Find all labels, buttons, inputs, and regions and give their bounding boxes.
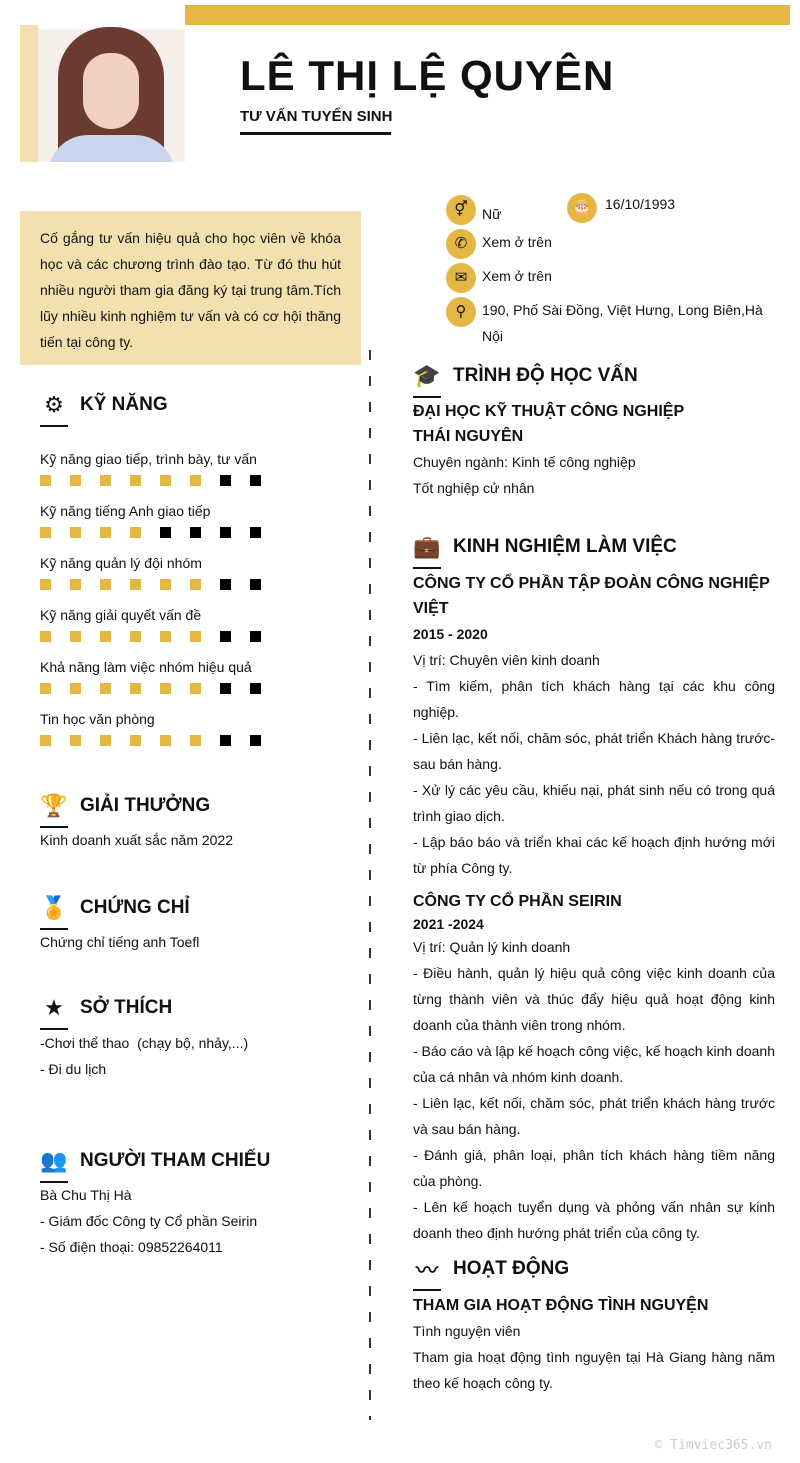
job-period: 2015 - 2020: [413, 626, 488, 642]
job-detail-line: - Đánh giá, phân loại, phân tích khách hàng tiềm năng của phòng.: [413, 1147, 775, 1189]
location-icon: ⚲: [446, 297, 476, 327]
rating-square: [250, 735, 261, 746]
rating-square: [130, 631, 141, 642]
reference-line: - Số điện thoại: 09852264011: [40, 1239, 223, 1255]
education-heading: TRÌNH ĐỘ HỌC VẤN: [453, 365, 638, 386]
job-detail-line: - Điều hành, quản lý hiệu quả công việc kinh doanh của từng thành viên và thúc đẩy hiệu quả hoạt động kinh doanh của thành viên trong nhóm.: [413, 965, 775, 1033]
hobbies-heading: SỞ THÍCH: [80, 997, 173, 1018]
skill-item: [40, 503, 261, 538]
rating-square: [220, 631, 231, 642]
activity-title: THAM GIA HOẠT ĐỘNG TÌNH NGUYỆN: [413, 1297, 709, 1314]
activity-line: Tham gia hoạt động tình nguyện tại Hà Giang hàng năm theo kế hoạch công ty.: [413, 1349, 775, 1391]
award-item: Kinh doanh xuất sắc năm 2022: [40, 832, 234, 848]
gear-icon: ⚙: [40, 391, 68, 419]
skill-label: Khả năng làm việc nhóm hiệu quả: [40, 659, 252, 675]
phone: Xem ở trên: [482, 234, 552, 250]
email-icon: ✉: [446, 263, 476, 293]
rating-square: [160, 735, 171, 746]
rating-square: [70, 735, 81, 746]
certs-heading: CHỨNG CHỈ: [80, 897, 190, 918]
rating-square: [40, 579, 51, 590]
rating-square: [40, 527, 51, 538]
rating-square: [220, 735, 231, 746]
rating-square: [190, 475, 201, 486]
job-detail-line: Vị trí: Quản lý kinh doanh: [413, 939, 571, 955]
skill-label: Kỹ năng giải quyết vấn đề: [40, 607, 202, 623]
title-underline: [240, 132, 391, 135]
rating-square: [160, 631, 171, 642]
rating-square: [160, 475, 171, 486]
rating-square: [250, 527, 261, 538]
job-detail-line: - Liên lạc, kết nối, chăm sóc, phát triển khách hàng trước và sau bán hàng.: [413, 1095, 775, 1137]
skill-item: [40, 659, 261, 694]
activities-heading: HOẠT ĐỘNG: [453, 1258, 570, 1279]
gender-icon: ⚥: [446, 195, 476, 225]
rating-square: [100, 683, 111, 694]
job-detail-line: - Lập báo báo và triển khai các kế hoạch định hướng mới từ phía Công ty.: [413, 834, 775, 876]
rating-square: [220, 475, 231, 486]
cert-item: Chứng chỉ tiếng anh Toefl: [40, 934, 200, 950]
hobby-item: -Chơi thể thao (chạy bộ, nhảy,...): [40, 1035, 249, 1051]
column-divider: [369, 350, 371, 1420]
skills-heading: KỸ NĂNG: [80, 394, 168, 415]
rating-square: [100, 527, 111, 538]
skill-label: Kỹ năng giao tiếp, trình bày, tư vấn: [40, 451, 257, 467]
skill-rating: [40, 735, 261, 746]
rating-square: [40, 475, 51, 486]
skill-item: [40, 711, 261, 746]
phone-icon: ✆: [446, 229, 476, 259]
reference-line: Bà Chu Thị Hà: [40, 1187, 132, 1203]
reference-line: - Giám đốc Công ty Cổ phần Seirin: [40, 1213, 258, 1229]
rating-square: [40, 735, 51, 746]
rating-square: [70, 683, 81, 694]
rating-square: [130, 683, 141, 694]
skill-rating: [40, 631, 261, 642]
activity-pulse-icon: 〰: [413, 1255, 441, 1283]
rating-square: [160, 683, 171, 694]
job-period: 2021 -2024: [413, 916, 484, 932]
rating-square: [250, 579, 261, 590]
skill-rating: [40, 475, 261, 486]
star-icon: ★: [40, 994, 68, 1022]
rating-square: [250, 475, 261, 486]
rating-square: [190, 579, 201, 590]
company-name: CÔNG TY CỔ PHẦN SEIRIN: [413, 893, 622, 910]
rating-square: [190, 735, 201, 746]
skill-label: Kỹ năng quản lý đội nhóm: [40, 555, 202, 571]
job-detail-line: - Liên lạc, kết nối, chăm sóc, phát triển Khách hàng trước-sau bán hàng.: [413, 730, 775, 772]
rating-square: [190, 527, 201, 538]
rating-square: [220, 683, 231, 694]
references-heading: NGƯỜI THAM CHIẾU: [80, 1150, 271, 1171]
experience-heading: KINH NGHIỆM LÀM VIỆC: [453, 536, 677, 557]
rating-square: [70, 527, 81, 538]
education-line: Chuyên ngành: Kinh tế công nghiệp: [413, 454, 636, 470]
rating-square: [130, 527, 141, 538]
activity-line: Tình nguyện viên: [413, 1323, 521, 1339]
rating-square: [40, 683, 51, 694]
skill-rating: [40, 683, 261, 694]
school-name: ĐẠI HỌC KỸ THUẬT CÔNG NGHIỆP THÁI NGUYÊN: [413, 403, 684, 445]
birthday: 16/10/1993: [605, 196, 676, 212]
rating-square: [130, 579, 141, 590]
avatar: [38, 15, 185, 162]
rating-square: [160, 579, 171, 590]
email: Xem ở trên: [482, 268, 552, 284]
job-detail-line: - Tìm kiếm, phân tích khách hàng tại các khu công nghiệp.: [413, 678, 775, 720]
rating-square: [100, 579, 111, 590]
skill-rating: [40, 527, 261, 538]
rating-square: [220, 527, 231, 538]
career-objective: Cố gắng tư vấn hiệu quả cho học viên về khóa học và các chương trình đào tạo. Từ đó thu hút nhiều người tham gia đăng ký tại trung tâm.Tích lũy nhiều kinh nghiệm tư vấn và có cơ hội thăng tiến tại công ty.: [20, 211, 361, 365]
header-bar: [185, 5, 790, 25]
hobby-item: - Đi du lịch: [40, 1061, 107, 1077]
rating-square: [160, 527, 171, 538]
rating-square: [220, 579, 231, 590]
gender: Nữ: [482, 206, 502, 222]
briefcase-icon: 💼: [413, 534, 441, 559]
rating-square: [250, 631, 261, 642]
skill-item: [40, 451, 261, 486]
graduation-cap-icon: 🎓: [413, 363, 441, 388]
certificate-icon: 🏅: [40, 895, 68, 920]
trophy-icon: 🏆: [40, 793, 68, 818]
job-title: TƯ VẤN TUYỂN SINH: [240, 108, 393, 125]
candidate-name: LÊ THỊ LỆ QUYÊN: [240, 52, 615, 99]
job-detail-line: - Báo cáo và lập kế hoạch công việc, kế hoạch kinh doanh của cá nhân và nhóm kinh doanh.: [413, 1043, 775, 1085]
rating-square: [100, 475, 111, 486]
address: 190, Phố Sài Đồng, Việt Hưng, Long Biên,Hà Nội: [482, 302, 763, 344]
rating-square: [70, 579, 81, 590]
rating-square: [130, 735, 141, 746]
rating-square: [70, 631, 81, 642]
education-line: Tốt nghiệp cử nhân: [413, 480, 535, 496]
skill-rating: [40, 579, 261, 590]
skill-item: [40, 607, 261, 642]
birthday-cake-icon: 🎂: [567, 193, 597, 223]
job-detail-line: Vị trí: Chuyên viên kinh doanh: [413, 652, 600, 668]
rating-square: [70, 475, 81, 486]
rating-square: [100, 631, 111, 642]
company-name: CÔNG TY CỔ PHẦN TẬP ĐOÀN CÔNG NGHIỆP VIỆT: [413, 575, 770, 617]
rating-square: [130, 475, 141, 486]
users-icon: 👥: [40, 1148, 68, 1173]
awards-heading: GIẢI THƯỞNG: [80, 795, 211, 816]
job-detail-line: - Xử lý các yêu cầu, khiếu nại, phát sinh nếu có trong quá trình giao dịch.: [413, 782, 775, 824]
skill-label: Kỹ năng tiếng Anh giao tiếp: [40, 503, 211, 519]
rating-square: [100, 735, 111, 746]
rating-square: [250, 683, 261, 694]
skill-item: [40, 555, 261, 590]
skill-label: Tin học văn phòng: [40, 711, 155, 727]
rating-square: [190, 631, 201, 642]
footer-watermark: © Timviec365.vn: [654, 1438, 772, 1453]
rating-square: [40, 631, 51, 642]
job-detail-line: - Lên kế hoạch tuyển dụng và phỏng vấn nhân sự kinh doanh theo định hướng phát triển của công ty.: [413, 1199, 775, 1241]
rating-square: [190, 683, 201, 694]
